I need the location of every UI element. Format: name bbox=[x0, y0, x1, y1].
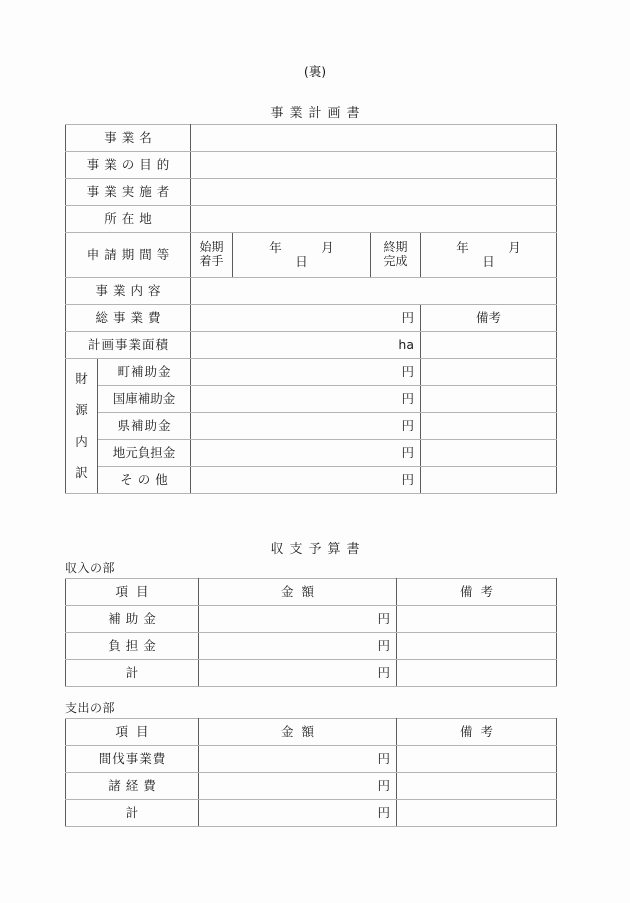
field-local-contribution-remarks[interactable] bbox=[421, 440, 557, 467]
field-town-subsidy-remarks[interactable] bbox=[421, 359, 557, 386]
end-date-month: 月 bbox=[508, 239, 521, 255]
label-business-name: 事業名 bbox=[66, 125, 191, 152]
table-row-other-funding bbox=[66, 467, 557, 494]
field-other-funding-amount[interactable]: 円 bbox=[191, 467, 421, 494]
end-period-line1: 終期 bbox=[383, 240, 408, 255]
table-row-business-name bbox=[66, 125, 557, 152]
end-period-line2: 完成 bbox=[383, 254, 408, 268]
table-row-income-contribution bbox=[66, 633, 557, 660]
field-income-subsidy-remarks[interactable] bbox=[397, 606, 557, 633]
field-expense-total-amount[interactable]: 円 bbox=[199, 800, 397, 827]
header-expense-amount: 金額 bbox=[199, 719, 397, 746]
label-local-contribution: 地元負担金 bbox=[98, 440, 191, 467]
label-income-subsidy: 補助金 bbox=[66, 606, 199, 633]
start-date-year: 年 bbox=[269, 239, 282, 255]
table-header-row-expense bbox=[66, 719, 557, 746]
start-date-month: 月 bbox=[321, 239, 334, 255]
table-header-row-income bbox=[66, 579, 557, 606]
label-planned-area: 計画事業面積 bbox=[66, 332, 191, 359]
field-start-date[interactable] bbox=[233, 233, 371, 278]
field-income-total-remarks[interactable] bbox=[397, 660, 557, 687]
start-date-day: 日 bbox=[295, 254, 308, 269]
header-expense-item: 項目 bbox=[66, 719, 199, 746]
start-period-line1: 始期 bbox=[199, 240, 224, 255]
header-income-amount: 金額 bbox=[199, 579, 397, 606]
table-row-business-operator bbox=[66, 179, 557, 206]
back-side-marker: (裏) bbox=[303, 64, 327, 79]
table-row-total-cost bbox=[66, 305, 557, 332]
header-expense-remarks: 備考 bbox=[397, 719, 557, 746]
income-table bbox=[65, 578, 557, 687]
table-row-application-period bbox=[66, 233, 557, 278]
table-row-business-content bbox=[66, 278, 557, 305]
label-end-period bbox=[371, 233, 421, 278]
table-row-prefectural-subsidy bbox=[66, 413, 557, 440]
field-misc-expenses-amount[interactable]: 円 bbox=[199, 773, 397, 800]
table-row-misc-expenses bbox=[66, 773, 557, 800]
expense-table bbox=[65, 718, 557, 827]
field-business-purpose[interactable] bbox=[191, 152, 557, 179]
label-prefectural-subsidy: 県補助金 bbox=[98, 413, 191, 440]
end-date-year: 年 bbox=[456, 239, 469, 255]
table-row-business-purpose bbox=[66, 152, 557, 179]
label-funding-breakdown-vertical bbox=[66, 359, 98, 494]
field-income-contribution-amount[interactable]: 円 bbox=[199, 633, 397, 660]
label-town-subsidy: 町補助金 bbox=[98, 359, 191, 386]
label-national-subsidy: 国庫補助金 bbox=[98, 386, 191, 413]
label-application-period: 申請期間等 bbox=[66, 233, 191, 278]
field-local-contribution-amount[interactable]: 円 bbox=[191, 440, 421, 467]
field-end-date[interactable] bbox=[421, 233, 557, 278]
field-thinning-cost-amount[interactable]: 円 bbox=[199, 746, 397, 773]
label-business-content: 事業内容 bbox=[66, 278, 191, 305]
field-town-subsidy-amount[interactable]: 円 bbox=[191, 359, 421, 386]
start-period-line2: 着手 bbox=[199, 254, 224, 268]
field-expense-total-remarks[interactable] bbox=[397, 800, 557, 827]
funding-vertical-char-2: 内 bbox=[75, 433, 88, 449]
field-business-operator[interactable] bbox=[191, 179, 557, 206]
field-other-funding-remarks[interactable] bbox=[421, 467, 557, 494]
table-row-town-subsidy bbox=[66, 359, 557, 386]
label-expense-total: 計 bbox=[66, 800, 199, 827]
table-row-income-total bbox=[66, 660, 557, 687]
field-business-content[interactable] bbox=[191, 278, 557, 305]
table-row-local-contribution bbox=[66, 440, 557, 467]
field-national-subsidy-amount[interactable]: 円 bbox=[191, 386, 421, 413]
table-row-national-subsidy bbox=[66, 386, 557, 413]
table-row-location bbox=[66, 206, 557, 233]
label-income-total: 計 bbox=[66, 660, 199, 687]
section-label-income: 収入の部 bbox=[65, 561, 116, 575]
field-planned-area-amount[interactable]: ha bbox=[191, 332, 421, 359]
field-income-contribution-remarks[interactable] bbox=[397, 633, 557, 660]
label-thinning-cost: 間伐事業費 bbox=[66, 746, 199, 773]
field-national-subsidy-remarks[interactable] bbox=[421, 386, 557, 413]
field-misc-expenses-remarks[interactable] bbox=[397, 773, 557, 800]
label-other-funding: その他 bbox=[98, 467, 191, 494]
business-plan-table bbox=[65, 124, 557, 494]
funding-vertical-char-1: 源 bbox=[75, 402, 88, 417]
label-start-period bbox=[191, 233, 233, 278]
header-income-remarks: 備考 bbox=[397, 579, 557, 606]
field-business-name[interactable] bbox=[191, 125, 557, 152]
funding-vertical-char-3: 訳 bbox=[75, 465, 88, 480]
label-location: 所在地 bbox=[66, 206, 191, 233]
header-income-item: 項目 bbox=[66, 579, 199, 606]
end-date-day: 日 bbox=[482, 254, 495, 269]
field-prefectural-subsidy-remarks[interactable] bbox=[421, 413, 557, 440]
label-business-operator: 事業実施者 bbox=[66, 179, 191, 206]
table-row-expense-total bbox=[66, 800, 557, 827]
section-label-expense: 支出の部 bbox=[65, 701, 116, 715]
field-income-total-amount[interactable]: 円 bbox=[199, 660, 397, 687]
field-total-cost-amount[interactable]: 円 bbox=[191, 305, 421, 332]
header-remarks-plan: 備考 bbox=[421, 305, 557, 332]
page-title-business-plan: 事業計画書 bbox=[270, 106, 366, 121]
field-location[interactable] bbox=[191, 206, 557, 233]
field-thinning-cost-remarks[interactable] bbox=[397, 746, 557, 773]
table-row-thinning-cost bbox=[66, 746, 557, 773]
label-business-purpose: 事業の目的 bbox=[66, 152, 191, 179]
label-misc-expenses: 諸経費 bbox=[66, 773, 199, 800]
field-prefectural-subsidy-amount[interactable]: 円 bbox=[191, 413, 421, 440]
page-title-budget: 収支予算書 bbox=[270, 542, 366, 557]
field-income-subsidy-amount[interactable]: 円 bbox=[199, 606, 397, 633]
label-total-cost: 総事業費 bbox=[66, 305, 191, 332]
funding-vertical-char-0: 財 bbox=[75, 370, 88, 386]
label-income-contribution: 負担金 bbox=[66, 633, 199, 660]
table-row-income-subsidy bbox=[66, 606, 557, 633]
field-planned-area-remarks[interactable] bbox=[421, 332, 557, 359]
table-row-planned-area bbox=[66, 332, 557, 359]
